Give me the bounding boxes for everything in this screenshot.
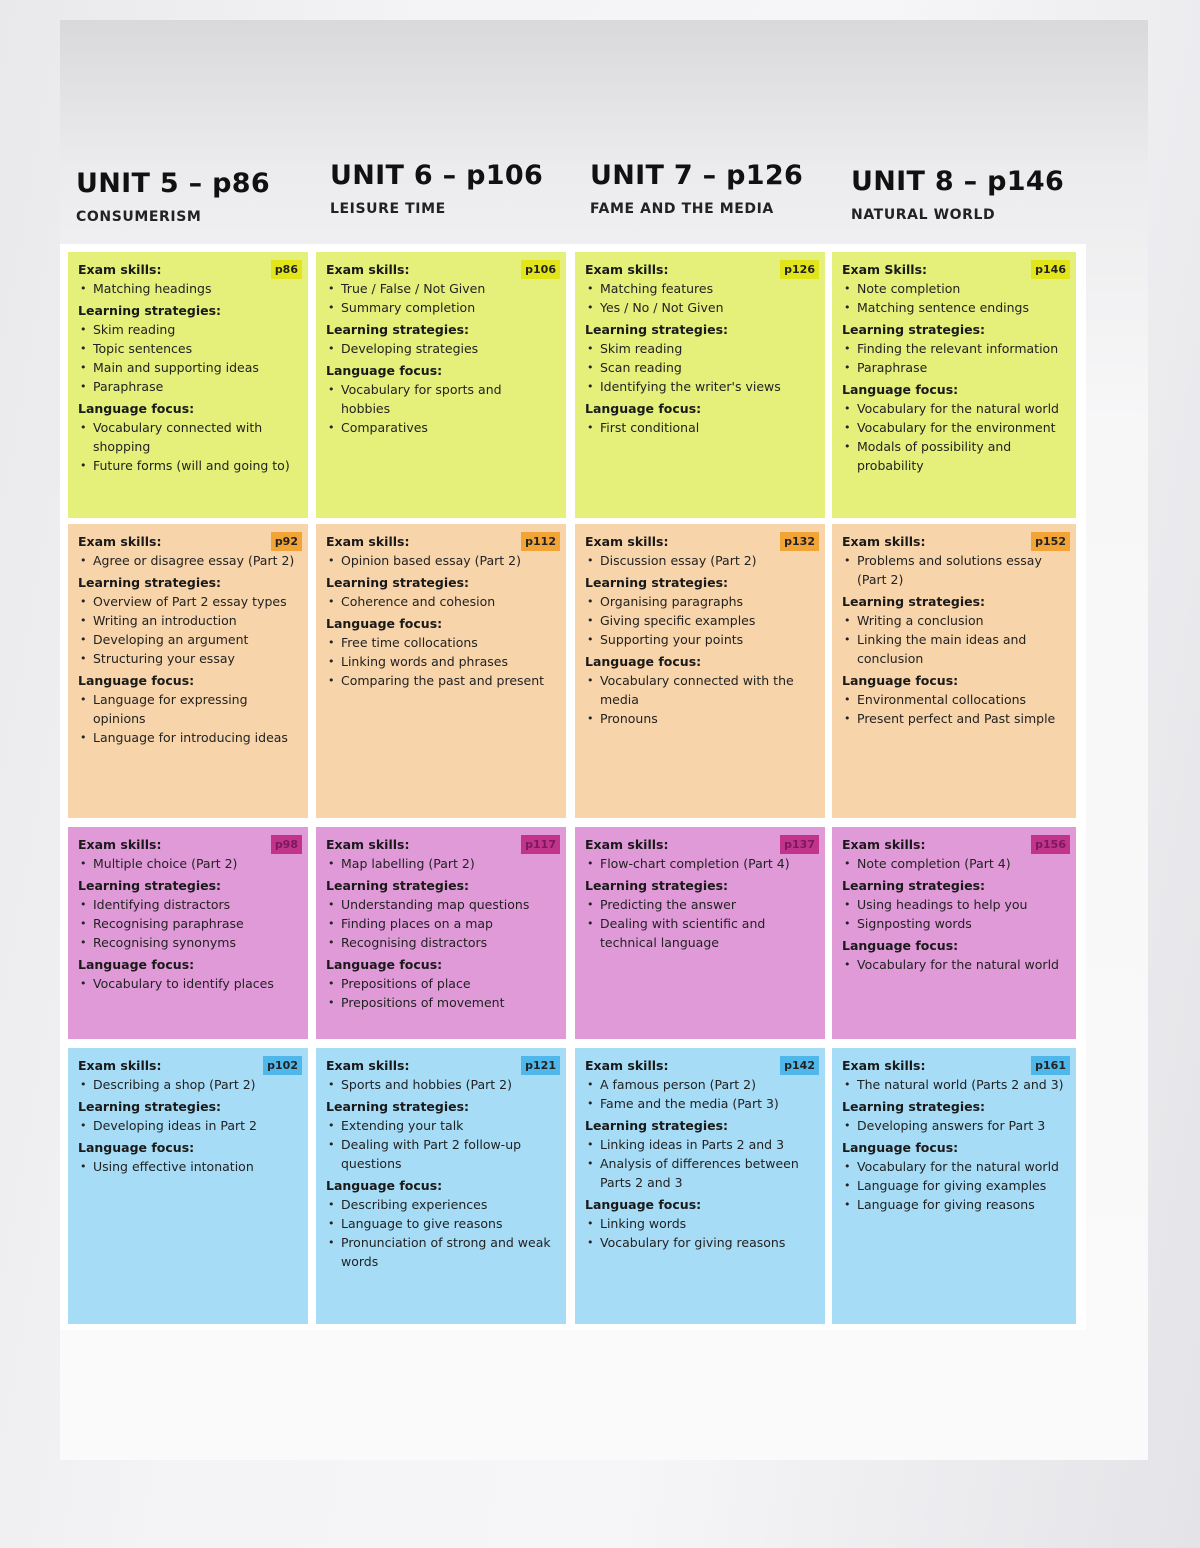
section-heading: Learning strategies: xyxy=(585,1118,729,1133)
list-item: • Discussion essay (Part 2) xyxy=(585,551,813,570)
section-list xyxy=(78,279,296,298)
list-item: • Language for giving examples xyxy=(842,1176,1064,1195)
list-item: • Language for introducing ideas xyxy=(78,728,296,747)
list-item: • Describing experiences xyxy=(326,1195,554,1214)
unit-6-yellow-cell xyxy=(316,252,566,518)
cell-section xyxy=(585,534,813,570)
cell-section xyxy=(585,322,813,396)
section-list xyxy=(585,1135,813,1192)
section-heading: Language focus: xyxy=(326,363,443,378)
cell-section xyxy=(842,878,1064,933)
cell-section xyxy=(326,1058,554,1094)
section-list xyxy=(78,1157,296,1176)
page-badge: p146 xyxy=(1031,260,1070,279)
section-heading: Exam skills: xyxy=(585,262,669,277)
section-list xyxy=(842,279,1064,317)
section-heading: Learning strategies: xyxy=(842,1099,986,1114)
unit-title: UNIT 8 – p146 xyxy=(851,166,1065,197)
list-item: • Using effective intonation xyxy=(78,1157,296,1176)
section-heading: Exam skills: xyxy=(78,534,162,549)
list-item: • Future forms (will and going to) xyxy=(78,456,296,475)
list-item: • Linking ideas in Parts 2 and 3 xyxy=(585,1135,813,1154)
cell-section xyxy=(78,837,296,873)
list-item: • Identifying distractors xyxy=(78,895,296,914)
cell-section xyxy=(78,957,296,993)
list-item: • Comparing the past and present xyxy=(326,671,554,690)
section-list xyxy=(78,690,296,747)
list-item: • Topic sentences xyxy=(78,339,296,358)
cell-section xyxy=(585,1197,813,1252)
list-item: • Comparatives xyxy=(326,418,554,437)
cell-section xyxy=(326,534,554,570)
unit-title: UNIT 6 – p106 xyxy=(330,160,544,191)
unit-6-orange-cell xyxy=(316,524,566,818)
unit-header-7 xyxy=(590,160,830,217)
section-heading: Learning strategies: xyxy=(585,322,729,337)
list-item: • Yes / No / Not Given xyxy=(585,298,813,317)
cell-section xyxy=(842,1140,1064,1214)
list-item: • Note completion (Part 4) xyxy=(842,854,1064,873)
unit-5-yellow-cell xyxy=(68,252,308,518)
list-item: • Recognising paraphrase xyxy=(78,914,296,933)
list-item: • Finding the relevant information xyxy=(842,339,1064,358)
cell-section xyxy=(326,957,554,1012)
section-heading: Learning strategies: xyxy=(585,878,729,893)
list-item: • Supporting your points xyxy=(585,630,813,649)
page-badge: p86 xyxy=(271,260,302,279)
list-item: • Vocabulary for the natural world xyxy=(842,955,1064,974)
list-item: • Organising paragraphs xyxy=(585,592,813,611)
section-list xyxy=(326,339,554,358)
list-item: • Vocabulary connected with the media xyxy=(585,671,813,709)
list-item: • Flow-chart completion (Part 4) xyxy=(585,854,813,873)
unit-6-pink-cell xyxy=(316,827,566,1039)
cell-section xyxy=(78,1140,296,1176)
list-item: • Vocabulary connected with shopping xyxy=(78,418,296,456)
list-item: • Understanding map questions xyxy=(326,895,554,914)
cell-section xyxy=(78,401,296,475)
cell-section xyxy=(78,534,296,570)
section-heading: Language focus: xyxy=(842,382,959,397)
unit-header-8 xyxy=(851,166,1091,223)
list-item: • Giving specific examples xyxy=(585,611,813,630)
section-heading: Learning strategies: xyxy=(78,1099,222,1114)
list-item: • Extending your talk xyxy=(326,1116,554,1135)
section-heading: Learning strategies: xyxy=(326,878,470,893)
list-item: • Multiple choice (Part 2) xyxy=(78,854,296,873)
section-list xyxy=(842,1075,1064,1094)
section-heading: Language focus: xyxy=(326,957,443,972)
unit-8-blue-cell xyxy=(832,1048,1076,1324)
cell-section xyxy=(585,1118,813,1192)
list-item: • Paraphrase xyxy=(78,377,296,396)
list-item: • Linking words and phrases xyxy=(326,652,554,671)
list-item: • Free time collocations xyxy=(326,633,554,652)
section-heading: Language focus: xyxy=(842,938,959,953)
page-badge: p126 xyxy=(780,260,819,279)
section-list xyxy=(842,895,1064,933)
section-heading: Language focus: xyxy=(78,1140,195,1155)
page-badge: p137 xyxy=(780,835,819,854)
cell-section xyxy=(78,262,296,298)
cell-section xyxy=(842,938,1064,974)
cell-section xyxy=(842,673,1064,728)
section-heading: Learning strategies: xyxy=(326,1099,470,1114)
section-list xyxy=(78,592,296,668)
list-item: • Map labelling (Part 2) xyxy=(326,854,554,873)
section-heading: Learning strategies: xyxy=(842,322,986,337)
list-item: • Using headings to help you xyxy=(842,895,1064,914)
section-heading: Language focus: xyxy=(842,1140,959,1155)
section-heading: Language focus: xyxy=(585,1197,702,1212)
cell-section xyxy=(842,1099,1064,1135)
section-heading: Learning strategies: xyxy=(326,322,470,337)
section-list xyxy=(326,974,554,1012)
section-heading: Learning strategies: xyxy=(78,878,222,893)
list-item: • Linking the main ideas and conclusion xyxy=(842,630,1064,668)
list-item: • Scan reading xyxy=(585,358,813,377)
section-heading: Learning strategies: xyxy=(78,575,222,590)
cell-section xyxy=(326,878,554,952)
section-list xyxy=(326,592,554,611)
cell-section xyxy=(585,1058,813,1113)
list-item: • Coherence and cohesion xyxy=(326,592,554,611)
section-list xyxy=(78,551,296,570)
section-list xyxy=(842,690,1064,728)
section-list xyxy=(842,339,1064,377)
page-badge: p117 xyxy=(521,835,560,854)
section-list xyxy=(326,380,554,437)
section-heading: Learning strategies: xyxy=(842,594,986,609)
list-item: • Vocabulary for the environment xyxy=(842,418,1064,437)
list-item: • Environmental collocations xyxy=(842,690,1064,709)
list-item: • A famous person (Part 2) xyxy=(585,1075,813,1094)
list-item: • Overview of Part 2 essay types xyxy=(78,592,296,611)
cell-section xyxy=(585,262,813,317)
list-item: • Vocabulary for the natural world xyxy=(842,1157,1064,1176)
cell-section xyxy=(326,262,554,317)
list-item: • Prepositions of place xyxy=(326,974,554,993)
list-item: • Language for giving reasons xyxy=(842,1195,1064,1214)
cell-section xyxy=(326,616,554,690)
cell-section xyxy=(585,575,813,649)
section-heading: Learning strategies: xyxy=(326,575,470,590)
list-item: • Main and supporting ideas xyxy=(78,358,296,377)
unit-5-blue-cell xyxy=(68,1048,308,1324)
cell-section xyxy=(326,837,554,873)
section-list xyxy=(585,279,813,317)
section-heading: Language focus: xyxy=(585,654,702,669)
list-item: • Modals of possibility and probability xyxy=(842,437,1064,475)
section-list xyxy=(842,854,1064,873)
list-item: • Identifying the writer's views xyxy=(585,377,813,396)
section-list xyxy=(78,1075,296,1094)
cell-section xyxy=(78,673,296,747)
unit-header-6 xyxy=(330,160,570,217)
list-item: • Vocabulary for sports and hobbies xyxy=(326,380,554,418)
list-item: • Vocabulary for the natural world xyxy=(842,399,1064,418)
unit-title: UNIT 5 – p86 xyxy=(76,168,270,199)
section-list xyxy=(326,854,554,873)
unit-subtitle: CONSUMERISM xyxy=(76,209,202,225)
unit-5-pink-cell xyxy=(68,827,308,1039)
section-heading: Language focus: xyxy=(842,673,959,688)
list-item: • First conditional xyxy=(585,418,813,437)
cell-section xyxy=(326,322,554,358)
section-list xyxy=(585,592,813,649)
section-heading: Exam skills: xyxy=(842,534,926,549)
list-item: • Structuring your essay xyxy=(78,649,296,668)
unit-subtitle: NATURAL WORLD xyxy=(851,207,996,223)
list-item: • Writing an introduction xyxy=(78,611,296,630)
page-badge: p102 xyxy=(263,1056,302,1075)
list-item: • Matching features xyxy=(585,279,813,298)
list-item: • Language to give reasons xyxy=(326,1214,554,1233)
list-item: • Describing a shop (Part 2) xyxy=(78,1075,296,1094)
section-heading: Exam skills: xyxy=(842,837,926,852)
page-badge: p132 xyxy=(780,532,819,551)
section-list xyxy=(842,551,1064,589)
section-heading: Exam skills: xyxy=(842,1058,926,1073)
section-list xyxy=(326,1195,554,1271)
section-heading: Language focus: xyxy=(326,1178,443,1193)
page-badge: p112 xyxy=(521,532,560,551)
section-list xyxy=(842,611,1064,668)
section-heading: Language focus: xyxy=(78,673,195,688)
cell-section xyxy=(78,878,296,952)
unit-header-5 xyxy=(76,168,316,225)
list-item: • Language for expressing opinions xyxy=(78,690,296,728)
list-item: • Recognising distractors xyxy=(326,933,554,952)
list-item: • Summary completion xyxy=(326,298,554,317)
section-heading: Exam skills: xyxy=(585,1058,669,1073)
page-badge: p92 xyxy=(271,532,302,551)
unit-8-orange-cell xyxy=(832,524,1076,818)
list-item: • Signposting words xyxy=(842,914,1064,933)
page-badge: p142 xyxy=(780,1056,819,1075)
section-heading: Language focus: xyxy=(585,401,702,416)
page-badge: p161 xyxy=(1031,1056,1070,1075)
cell-section xyxy=(585,878,813,952)
section-heading: Exam skills: xyxy=(78,1058,162,1073)
list-item: • Matching sentence endings xyxy=(842,298,1064,317)
list-item: • Dealing with Part 2 follow-up questions xyxy=(326,1135,554,1173)
cell-section xyxy=(78,575,296,668)
section-list xyxy=(326,551,554,570)
section-list xyxy=(585,854,813,873)
section-list xyxy=(78,854,296,873)
section-list xyxy=(78,418,296,475)
section-heading: Learning strategies: xyxy=(78,303,222,318)
contents-grid xyxy=(60,244,1086,1330)
list-item: • Vocabulary for giving reasons xyxy=(585,1233,813,1252)
cell-section xyxy=(78,303,296,396)
section-list xyxy=(585,339,813,396)
list-item: • Recognising synonyms xyxy=(78,933,296,952)
cell-section xyxy=(585,837,813,873)
section-list xyxy=(842,955,1064,974)
list-item: • Agree or disagree essay (Part 2) xyxy=(78,551,296,570)
page-badge: p156 xyxy=(1031,835,1070,854)
unit-7-pink-cell xyxy=(575,827,825,1039)
section-heading: Language focus: xyxy=(78,401,195,416)
cell-section xyxy=(585,654,813,728)
list-item: • Sports and hobbies (Part 2) xyxy=(326,1075,554,1094)
list-item: • Predicting the answer xyxy=(585,895,813,914)
list-item: • Developing an argument xyxy=(78,630,296,649)
cell-section xyxy=(326,1178,554,1271)
page-badge: p98 xyxy=(271,835,302,854)
list-item: • Note completion xyxy=(842,279,1064,298)
list-item: • Paraphrase xyxy=(842,358,1064,377)
list-item: • Skim reading xyxy=(78,320,296,339)
section-heading: Learning strategies: xyxy=(842,878,986,893)
section-list xyxy=(585,671,813,728)
list-item: • Matching headings xyxy=(78,279,296,298)
list-item: • The natural world (Parts 2 and 3) xyxy=(842,1075,1064,1094)
cell-section xyxy=(585,401,813,437)
list-item: • Finding places on a map xyxy=(326,914,554,933)
section-heading: Exam skills: xyxy=(326,262,410,277)
section-list xyxy=(585,895,813,952)
unit-7-blue-cell xyxy=(575,1048,825,1324)
cell-section xyxy=(78,1099,296,1135)
list-item: • Pronunciation of strong and weak words xyxy=(326,1233,554,1271)
cell-section xyxy=(842,382,1064,475)
list-item: • Analysis of differences between Parts 2 and 3 xyxy=(585,1154,813,1192)
section-list xyxy=(78,1116,296,1135)
section-heading: Language focus: xyxy=(326,616,443,631)
section-list xyxy=(842,399,1064,475)
cell-section xyxy=(326,1099,554,1173)
unit-7-yellow-cell xyxy=(575,252,825,518)
section-list xyxy=(78,320,296,396)
section-list xyxy=(585,551,813,570)
section-list xyxy=(326,1075,554,1094)
section-list xyxy=(842,1116,1064,1135)
list-item: • Pronouns xyxy=(585,709,813,728)
section-heading: Exam skills: xyxy=(585,534,669,549)
section-list xyxy=(585,1214,813,1252)
section-heading: Exam skills: xyxy=(326,534,410,549)
list-item: • Linking words xyxy=(585,1214,813,1233)
page-badge: p106 xyxy=(521,260,560,279)
list-item: • Dealing with scientific and technical language xyxy=(585,914,813,952)
page-badge: p152 xyxy=(1031,532,1070,551)
section-heading: Exam skills: xyxy=(78,262,162,277)
section-list xyxy=(326,1116,554,1173)
unit-7-orange-cell xyxy=(575,524,825,818)
list-item: • Fame and the media (Part 3) xyxy=(585,1094,813,1113)
cell-section xyxy=(326,363,554,437)
list-item: • Vocabulary to identify places xyxy=(78,974,296,993)
list-item: • True / False / Not Given xyxy=(326,279,554,298)
unit-8-yellow-cell xyxy=(832,252,1076,518)
section-list xyxy=(326,633,554,690)
cell-section xyxy=(326,575,554,611)
list-item: • Developing ideas in Part 2 xyxy=(78,1116,296,1135)
cell-section xyxy=(842,322,1064,377)
list-item: • Present perfect and Past simple xyxy=(842,709,1064,728)
unit-title: UNIT 7 – p126 xyxy=(590,160,804,191)
list-item: • Problems and solutions essay (Part 2) xyxy=(842,551,1064,589)
unit-subtitle: LEISURE TIME xyxy=(330,201,446,217)
list-item: • Writing a conclusion xyxy=(842,611,1064,630)
unit-5-orange-cell xyxy=(68,524,308,818)
section-heading: Exam Skills: xyxy=(842,262,928,277)
list-item: • Prepositions of movement xyxy=(326,993,554,1012)
section-heading: Language focus: xyxy=(78,957,195,972)
section-heading: Learning strategies: xyxy=(585,575,729,590)
unit-8-pink-cell xyxy=(832,827,1076,1039)
page-badge: p121 xyxy=(521,1056,560,1075)
list-item: • Skim reading xyxy=(585,339,813,358)
section-heading: Exam skills: xyxy=(326,837,410,852)
section-heading: Exam skills: xyxy=(78,837,162,852)
section-list xyxy=(78,974,296,993)
unit-6-blue-cell xyxy=(316,1048,566,1324)
section-list xyxy=(585,1075,813,1113)
cell-section xyxy=(842,594,1064,668)
section-list xyxy=(585,418,813,437)
list-item: • Developing strategies xyxy=(326,339,554,358)
list-item: • Opinion based essay (Part 2) xyxy=(326,551,554,570)
section-heading: Exam skills: xyxy=(326,1058,410,1073)
section-list xyxy=(326,279,554,317)
section-list xyxy=(78,895,296,952)
list-item: • Developing answers for Part 3 xyxy=(842,1116,1064,1135)
section-list xyxy=(326,895,554,952)
section-heading: Exam skills: xyxy=(585,837,669,852)
section-list xyxy=(842,1157,1064,1214)
unit-subtitle: FAME AND THE MEDIA xyxy=(590,201,774,217)
